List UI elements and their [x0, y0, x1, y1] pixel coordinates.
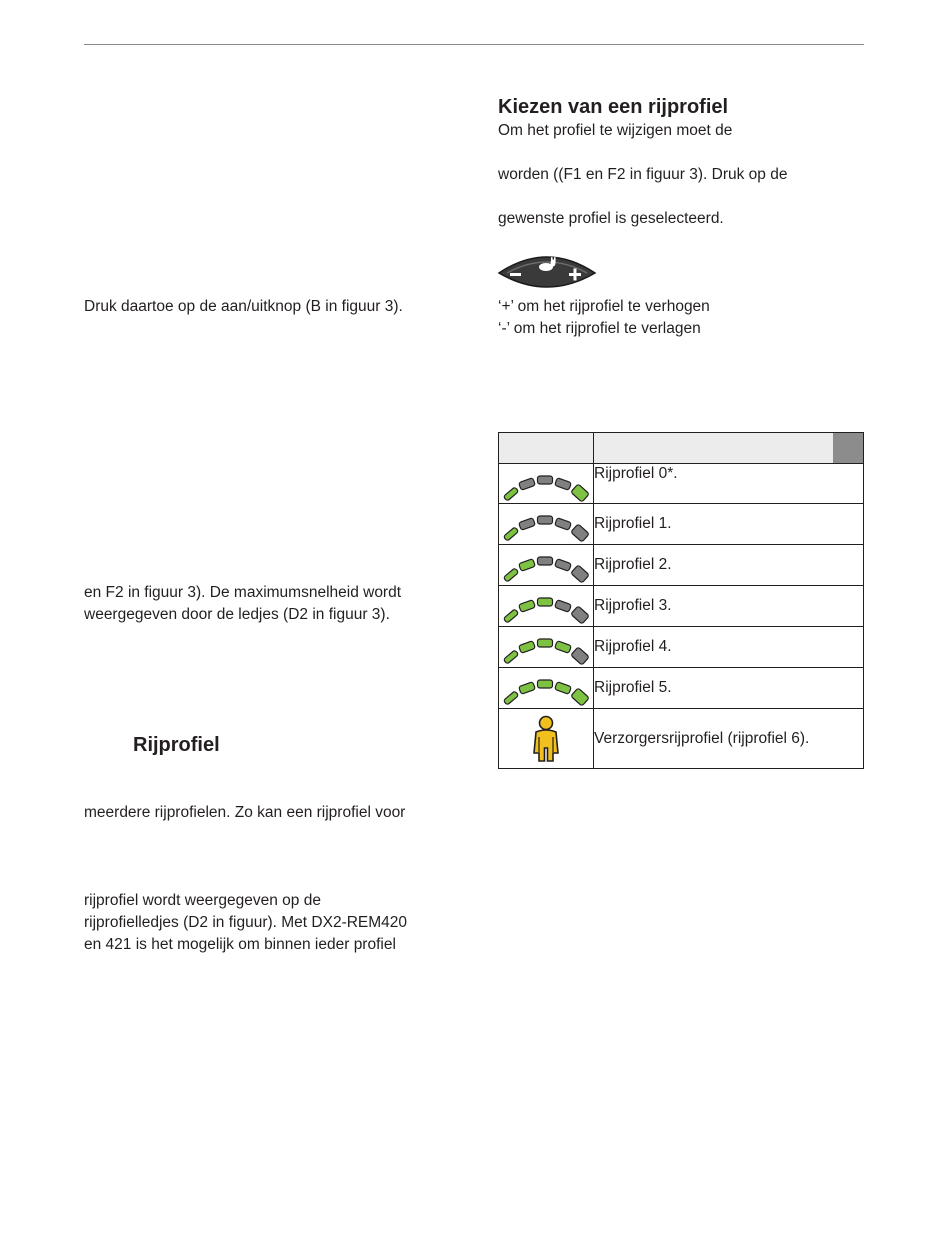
led-segment [538, 476, 553, 484]
header-rule [84, 44, 864, 45]
profiles-text-line-1: meerdere rijprofielen. Zo kan een rijprofiel voor [84, 804, 406, 821]
led-segment [555, 682, 572, 695]
profile-leds-icon [499, 668, 594, 709]
led-segment [503, 486, 518, 500]
led-segment [571, 606, 590, 624]
led-segment [555, 518, 572, 531]
plus-instruction: ‘+’ om het rijprofiel te verhogen [498, 298, 710, 315]
profile-leds-icon [499, 504, 594, 545]
minus-instruction: ‘-’ om het rijprofiel te verlagen [498, 320, 701, 337]
led-segment [519, 641, 536, 654]
profile-label: Rijprofiel 2. [594, 545, 864, 586]
table-row [499, 545, 864, 586]
led-segment [571, 483, 590, 501]
profiles-text-line-4: en 421 is het mogelijk om binnen ieder profiel [84, 936, 396, 953]
profile-leds-icon [499, 586, 594, 627]
led-segment [538, 598, 553, 606]
table-row [499, 627, 864, 668]
profile-label: Verzorgersrijprofiel (rijprofiel 6). [594, 709, 864, 769]
led-segment [519, 600, 536, 613]
table-row [499, 668, 864, 709]
led-segment [555, 559, 572, 572]
table-header-cell-label [594, 433, 864, 464]
profile-label: Rijprofiel 3. [594, 586, 864, 627]
profile-selector-button-icon [497, 253, 597, 289]
section-heading-rijprofiel: Rijprofiel [133, 734, 220, 756]
led-segment [519, 518, 536, 531]
table-row [499, 504, 864, 545]
profile-leds-icon [499, 464, 594, 504]
profile-label: Rijprofiel 1. [594, 504, 864, 545]
kiezen-text-line-2: worden ((F1 en F2 in figuur 3). Druk op de [498, 166, 788, 183]
speed-text-line-2: weergegeven door de ledjes (D2 in figuur 3). [84, 606, 390, 623]
profiles-table [498, 432, 864, 769]
led-segment [571, 524, 590, 542]
led-segment [555, 600, 572, 613]
kiezen-text-line-3: gewenste profiel is geselecteerd. [498, 210, 724, 227]
led-segment [571, 565, 590, 583]
led-segment [538, 516, 553, 524]
led-segment [555, 477, 572, 490]
profile-label: Rijprofiel 0*. [594, 464, 864, 504]
led-segment [503, 691, 518, 705]
led-segment [503, 609, 518, 623]
attendant-icon [499, 709, 594, 769]
led-segment [503, 650, 518, 664]
profile-label: Rijprofiel 5. [594, 668, 864, 709]
led-segment [538, 557, 553, 565]
led-segment [519, 559, 536, 572]
header-corner-block [833, 433, 863, 463]
led-segment [519, 477, 536, 490]
profile-leds-icon [499, 627, 594, 668]
led-segment [538, 680, 553, 688]
led-segment [519, 682, 536, 695]
led-segment [555, 641, 572, 654]
kiezen-text-line-1: Om het profiel te wijzigen moet de [498, 122, 733, 139]
section-heading-kiezen: Kiezen van een rijprofiel [498, 96, 729, 118]
power-instruction: Druk daartoe op de aan/uitknop (B in figuur 3). [84, 298, 403, 315]
table-row [499, 464, 864, 504]
speed-text-line-1: en F2 in figuur 3). De maximumsnelheid wordt [84, 584, 402, 601]
led-segment [503, 568, 518, 582]
profiles-text-line-2: rijprofiel wordt weergegeven op de [84, 892, 321, 909]
profile-leds-icon [499, 545, 594, 586]
led-segment [503, 527, 518, 541]
table-header-row [499, 433, 864, 464]
led-segment [571, 688, 590, 706]
table-header-cell-icon [499, 433, 594, 464]
minus-icon [510, 273, 521, 276]
table-row [499, 586, 864, 627]
profile-label: Rijprofiel 4. [594, 627, 864, 668]
led-segment [538, 639, 553, 647]
profiles-text-line-3: rijprofielledjes (D2 in figuur). Met DX2-REM420 [84, 914, 408, 931]
table-row [499, 709, 864, 769]
led-segment [571, 647, 590, 665]
